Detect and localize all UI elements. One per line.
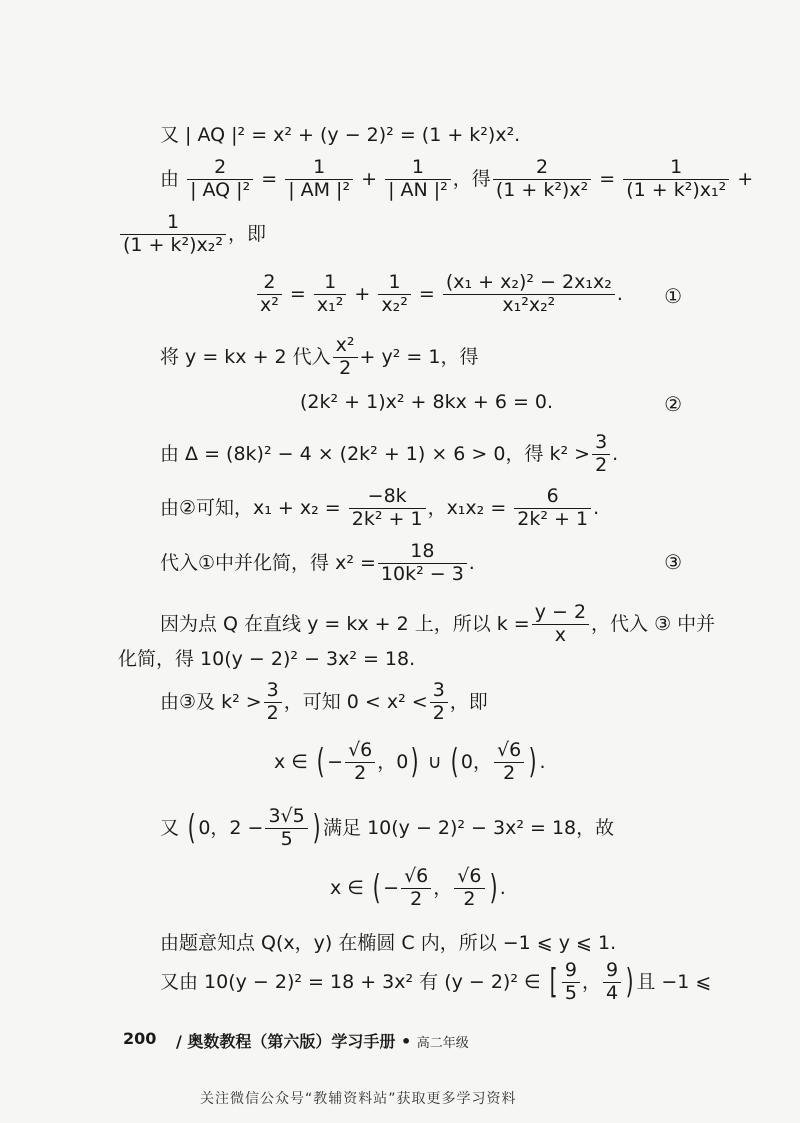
line-x-squared: 代入①中并化简，得 x² = $\frac{18}{\text{10k² − 3}}$ . (160, 540, 475, 585)
line-discriminant: 由 Δ = (8k)² − 4 × (2k² + 1) × 6 > 0，得 k² > $\frac{3}{2}$ . (160, 431, 619, 476)
line-aq-squared: 又 | AQ |² = x² + (y − 2)² = (1 + k²)x². (160, 124, 521, 146)
line-vieta: 由②可知，x₁ + x₂ = $\frac{-8k}{\text{2k² + 1}}$ ，x₁x₂ = $\frac{6}{\text{2k² + 1}}$ . (160, 485, 600, 530)
line-substitute-ellipse: 将 y = kx + 2 代入 $\frac{\text{x²}}{2}$ + y² = 1，得 (160, 334, 479, 379)
equation-2: (2k² + 1)x² + 8kx + 6 = 0. (300, 391, 554, 413)
book-title: / 奥数教程（第六版）学习手册 • 高二年级 (176, 1032, 469, 1051)
line-continued-fraction: $\frac{1}{\text{(1 + k²)x₂²}}$ ，即 (118, 212, 266, 257)
frac-1-over-kx1: $\frac{1}{\text{(1 + k²)x₁²}}$ (623, 157, 729, 202)
equation-x-interval: x ∈ ( − $\frac{√6}{2}$ ， $\frac{√6}{2}$ ) . (330, 865, 506, 910)
equation-1: $\frac{2}{\text{x²}}$ = $\frac{1}{\text{x₁²}}$ + $\frac{1}{\text{x₂²}}$ = $\frac{\text{(x₁ + x₂)² − 2x₁x₂}}{\text{x₁²x₂²}}$ . (255, 272, 623, 317)
text-you: 由 (160, 167, 180, 190)
grade-label: 高二年级 (416, 1036, 469, 1051)
frac-1-over-kx2: $\frac{1}{\text{(1 + k²)x₂²}}$ (120, 212, 226, 257)
line-reciprocal-relation: 由 $\frac{2}{\text{| AQ |²}}$ = $\frac{1}{\text{| AM |²}}$ + $\frac{1}{\text{| AN |²}}$ ，得 $\frac{2}{\text{(1 + k²)x²}}$ = $\frac{1}{\text{(1 + k²)x₁²}}$ + (160, 156, 754, 201)
frac-1-over-am: $\frac{1}{\text{| AM |²}}$ (285, 157, 353, 202)
line-inside-ellipse: 由题意知点 Q(x，y) 在椭圆 C 内，所以 −1 ⩽ y ⩽ 1. (160, 932, 617, 954)
frac-1-over-an: $\frac{1}{\text{| AN |²}}$ (385, 157, 451, 202)
equation-tag-3: ③ (664, 550, 682, 574)
equation-x-interval-union: x ∈ ( − $\frac{√6}{2}$ ，0) ∪ ( 0， $\frac{√6}{2}$ ) . (274, 739, 546, 784)
line-point-q: 因为点 Q 在直线 y = kx + 2 上，所以 k = $\frac{y - 2}{x}$ ，代入 ③ 中并 (160, 601, 716, 646)
page-number: 200 (123, 1029, 157, 1048)
line-range-x-squared: 由③及 k² > $\frac{3}{2}$ ，可知 0 < x² < $\frac{3}{2}$ ，即 (160, 679, 488, 724)
frac-2-over-kx: $\frac{2}{\text{(1 + k²)x²}}$ (493, 157, 591, 202)
line-point-satisfies: 又 ( 0，2 − $\frac{3√5}{5}$ ) 满足 10(y − 2)² − 3x² = 18，故 (160, 805, 615, 850)
watermark-text: 关注微信公众号“教辅资料站”获取更多学习资料 (200, 1091, 517, 1107)
frac-2-over-aq: $\frac{2}{\text{| AQ |²}}$ (187, 157, 253, 202)
equation-tag-2: ② (664, 392, 682, 416)
line-simplify: 化简，得 10(y − 2)² − 3x² = 18. (118, 648, 416, 670)
equation-tag-1: ① (664, 284, 682, 308)
line-y-range: 又由 10(y − 2)² = 18 + 3x² 有 (y − 2)² ∈ [ $\frac{9}{5}$ ， $\frac{9}{4}$ ) 且 −1 ⩽ (160, 959, 712, 1004)
